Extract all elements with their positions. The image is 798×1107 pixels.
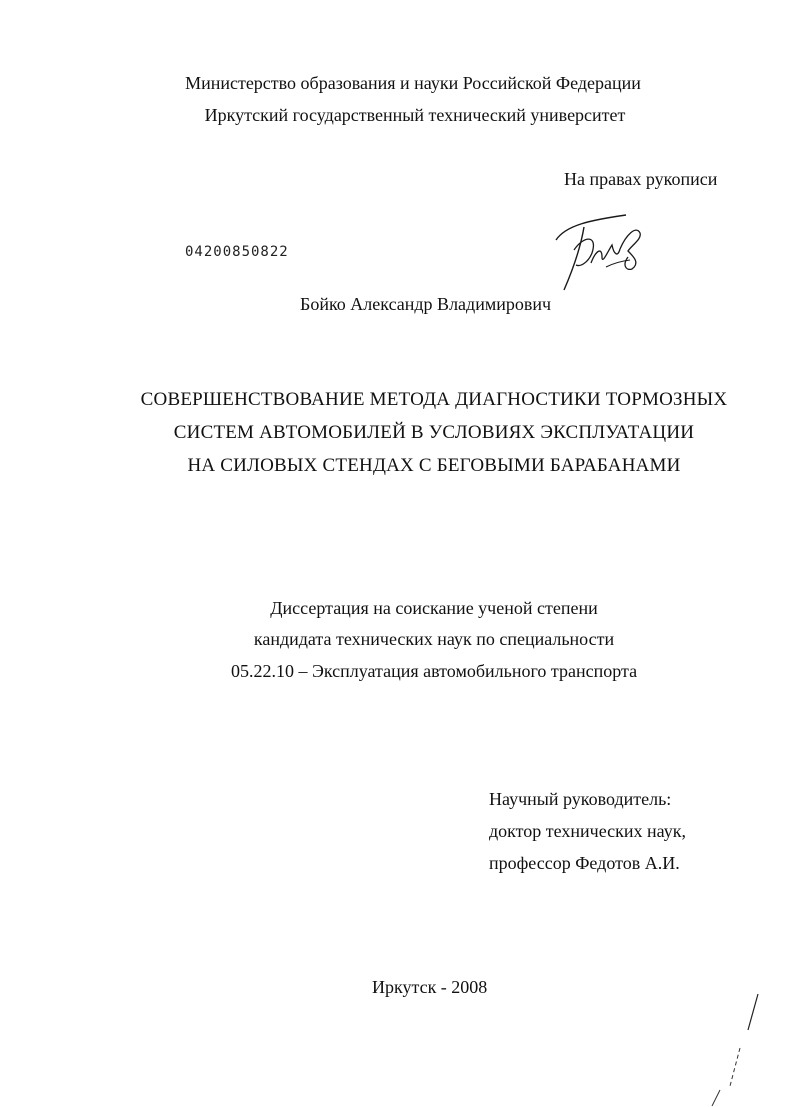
university-name: Иркутский государственный технический университет <box>204 105 626 125</box>
degree-statement-line-2: кандидата технических наук по специальности <box>253 629 615 649</box>
ministry-name: Министерство образования и науки Российской Федерации <box>185 73 641 93</box>
author-signature <box>536 205 656 295</box>
degree-statement-line-1: Диссертация на соискание ученой степени <box>270 598 598 618</box>
dissertation-title-line-3: НА СИЛОВЫХ СТЕНДАХ С БЕГОВЫМИ БАРАБАНАМИ <box>187 455 681 476</box>
supervisor-label: Научный руководитель: <box>489 789 672 809</box>
specialty-code: 05.22.10 – Эксплуатация автомобильного транспорта <box>230 661 638 681</box>
dissertation-title-line-1: СОВЕРШЕНСТВОВАНИЕ МЕТОДА ДИАГНОСТИКИ ТОРМОЗНЫХ <box>140 389 728 410</box>
supervisor-name: профессор Федотов А.И. <box>489 853 680 873</box>
dissertation-title-line-2: СИСТЕМ АВТОМОБИЛЕЙ В УСЛОВИЯХ ЭКСПЛУАТАЦИИ <box>173 422 695 443</box>
document-number: 04200850822 <box>185 244 289 260</box>
manuscript-rights-label: На правах рукописи <box>564 169 718 189</box>
supervisor-degree: доктор технических наук, <box>489 821 686 841</box>
city-year: Иркутск - 2008 <box>372 977 488 997</box>
author-name: Бойко Александр Владимирович <box>300 294 552 314</box>
margin-pen-mark <box>700 990 770 1107</box>
